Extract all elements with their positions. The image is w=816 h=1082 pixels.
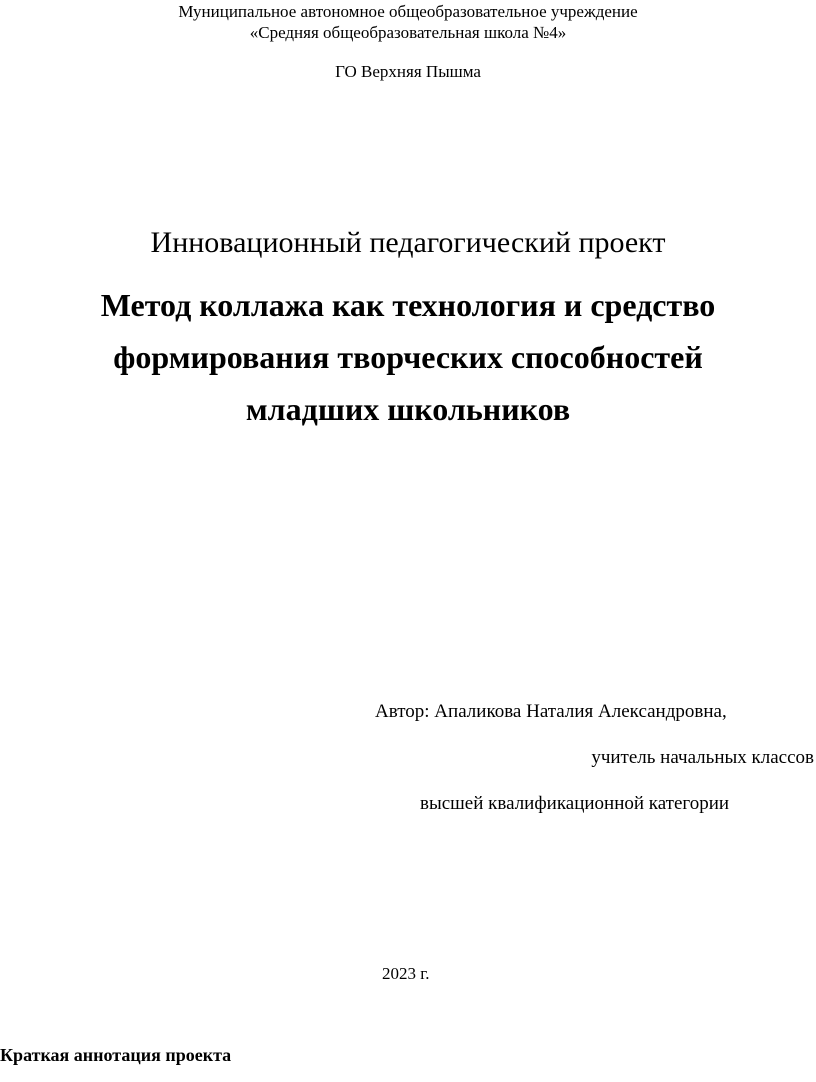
author-qualification: высшей квалификационной категории <box>420 793 730 814</box>
author-position: учитель начальных классов <box>591 747 814 768</box>
project-title-line-2: формирования творческих способностей <box>113 339 703 375</box>
annotation-heading: Краткая аннотация проекта <box>0 1045 232 1065</box>
project-title-line-3: младших школьников <box>245 391 571 427</box>
project-title-line-1: Метод коллажа как технология и средство <box>100 287 716 323</box>
project-type-heading: Инновационный педагогический проект <box>150 226 666 259</box>
project-year: 2023 г. <box>382 964 430 983</box>
organization-name-line-1: Муниципальное автономное общеобразовательное учреждение <box>178 2 638 21</box>
organization-name-line-2: «Средняя общеобразовательная школа №4» <box>249 23 567 42</box>
city-name: ГО Верхняя Пышма <box>335 62 481 81</box>
author-name: Автор: Апаликова Наталия Александровна, <box>375 701 727 722</box>
